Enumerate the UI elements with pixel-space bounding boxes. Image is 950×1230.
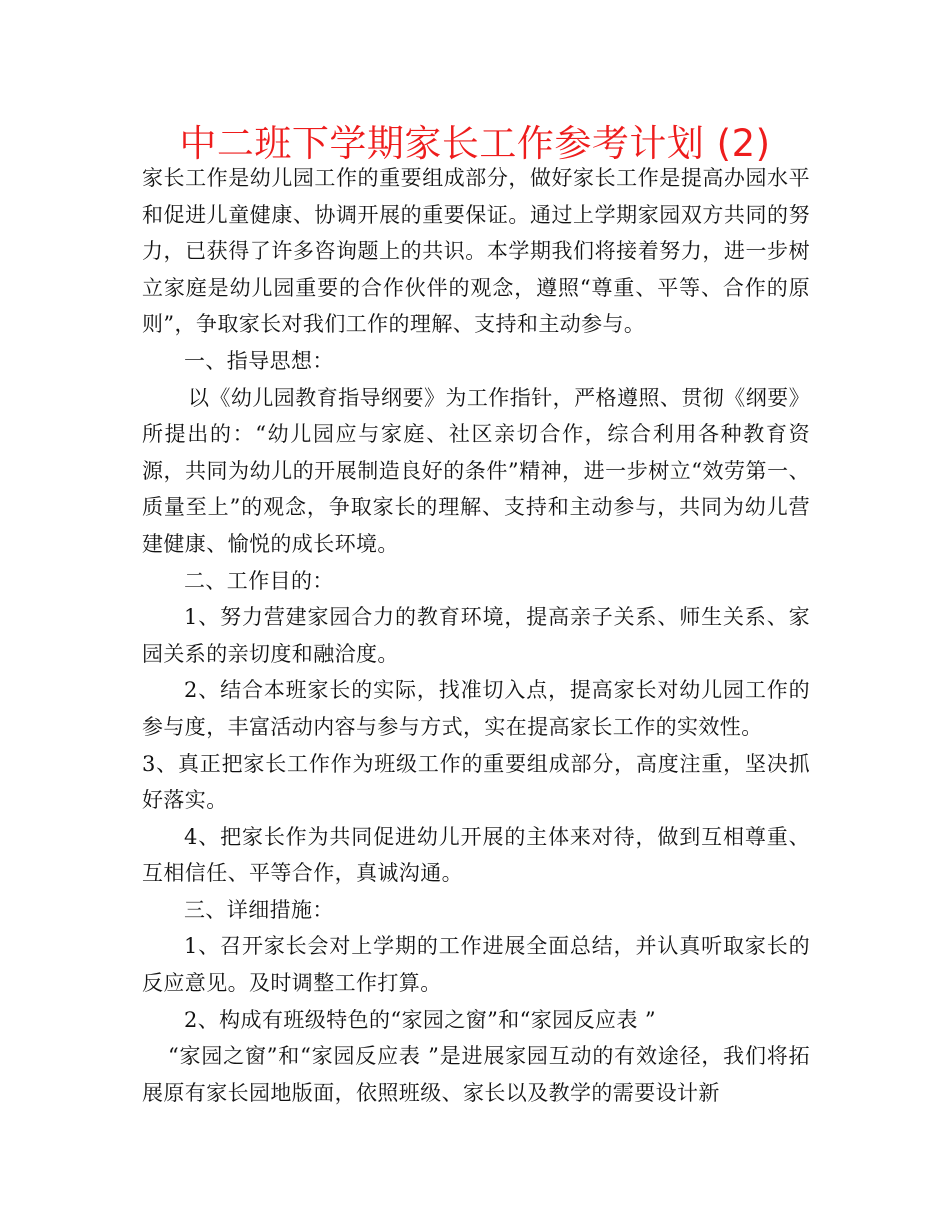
goal-item-1: 1、努力营建家园合力的教育环境，提高亲子关系、师生关系、家园关系的亲切度和融洽度。 [142,605,810,666]
section-heading-guiding-thought: 一、指导思想： [184,348,334,373]
document-body [142,160,810,1111]
measure-item-1: 1、召开家长会对上学期的工作进展全面总结，并认真听取家长的反应意见。及时调整工作打算。 [142,934,810,996]
guiding-thought-paragraph: 以《幼儿园教育指导纲要》为工作指针，严格遵照、贯彻《纲要》所提出的：“幼儿园应与家庭、社区亲切合作，综合利用各种教育资源，共同为幼儿的开展制造良好的条件”精神，进一步树立“效劳第一、质量至上”的观念，争取家长的理解、支持和主动参与，共同为幼儿营建健康、愉悦的成长环境。 [142,385,810,556]
section-heading-measures: 三、详细措施： [184,897,334,922]
goal-item-4: 4、把家长作为共同促进幼儿开展的主体来对待，做到互相尊重、互相信任、平等合作，真诚沟通。 [142,824,810,886]
section-heading-work-goals: 二、工作目的： [184,568,334,593]
goal-item-2: 2、结合本班家长的实际，找准切入点，提高家长对幼儿园工作的参与度，丰富活动内容与参与方式，实在提高家长工作的实效性。 [142,678,810,739]
document-title: 中二班下学期家长工作参考计划 (2) [179,122,771,165]
measure-item-2: 2、构成有班级特色的“家园之窗”和“家园反应表 ” [184,1007,656,1032]
intro-paragraph: 家长工作是幼儿园工作的重要组成部分，做好家长工作是提高办园水平和促进儿童健康、协调开展的重要保证。通过上学期家园双方共同的努力，已获得了许多咨询题上的共识。本学期我们将接着努力，进一步树立家庭是幼儿园重要的合作伙伴的观念，遵照“尊重、平等、合作的原则”，争取家长对我们工作的理解、支持和主动参与。 [142,166,810,337]
measure-item-2-detail: “家园之窗”和“家园反应表 ”是进展家园互动的有效途径，我们将拓展原有家长园地版面，依照班级、家长以及教学的需要设计新 [142,1044,810,1105]
goal-item-3: 3、真正把家长工作作为班级工作的重要组成部分，高度注重，坚决抓好落实。 [142,751,810,813]
